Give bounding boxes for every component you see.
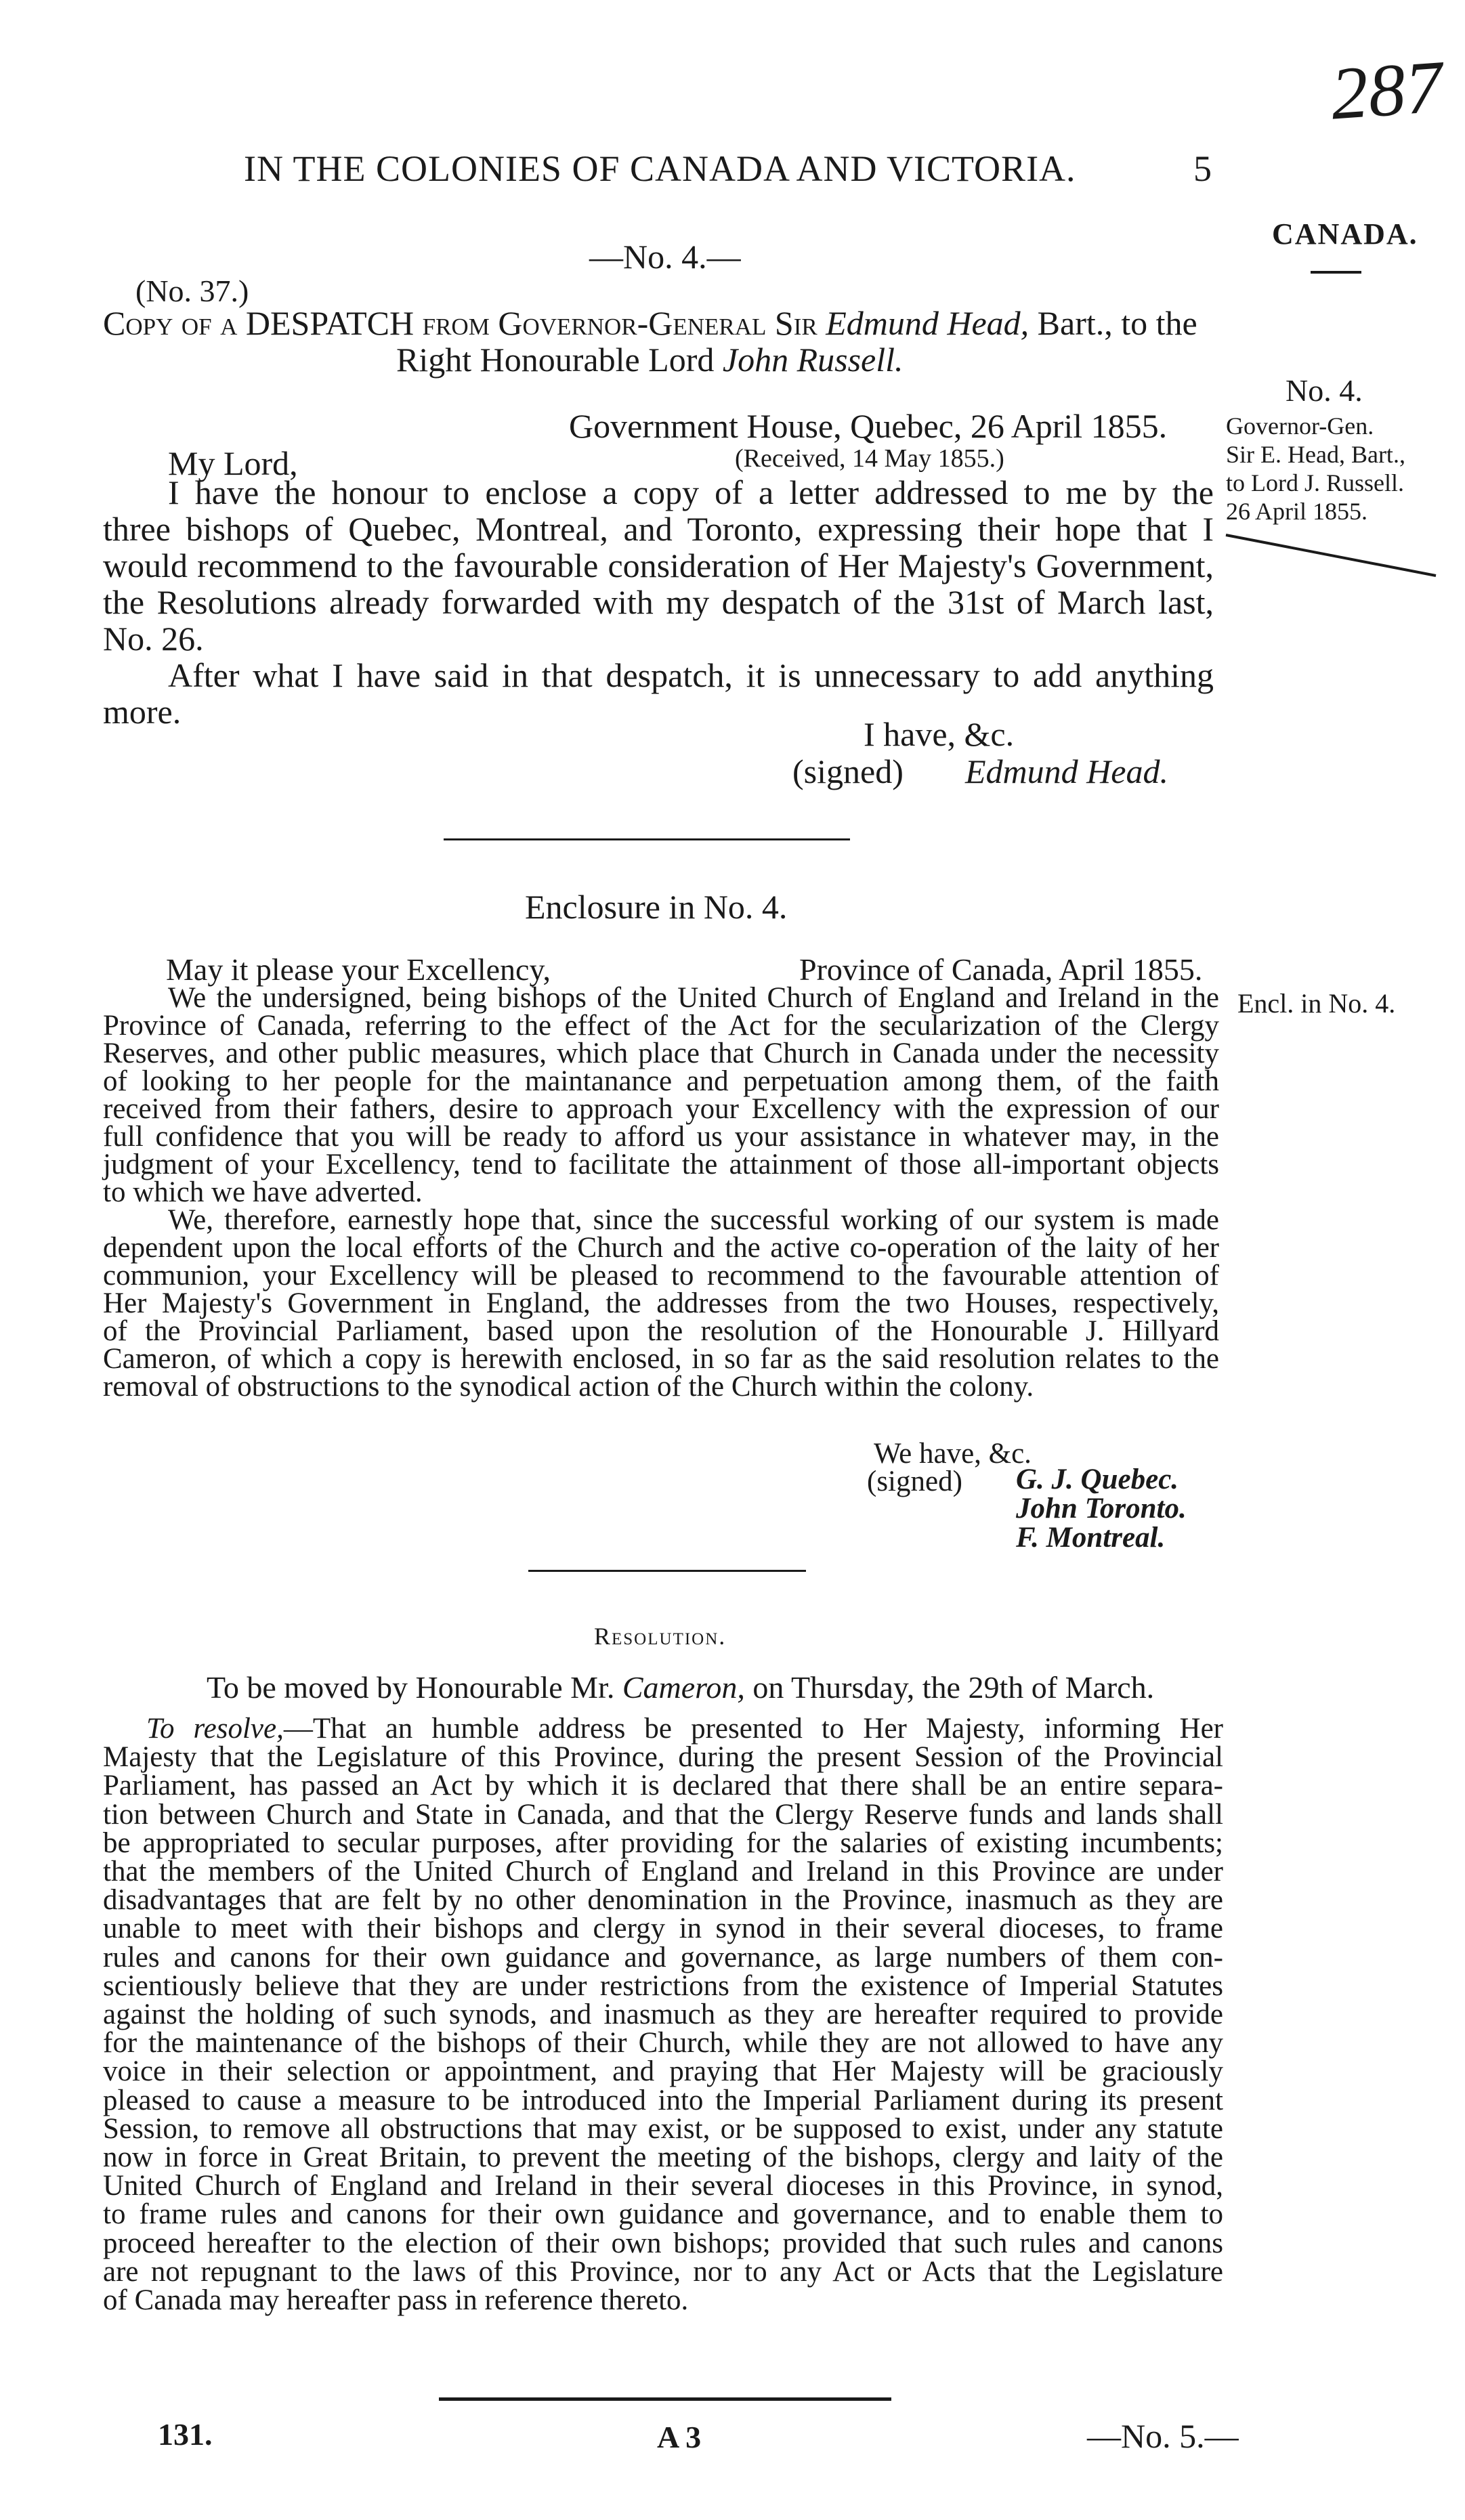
enclosure-para2-line: removal of obstructions to the synodical action of the Church within the colony. (103, 1371, 1034, 1403)
section-rule (1311, 271, 1361, 274)
resolution-body (103, 1715, 1223, 2315)
despatch-title-post: Bart., to the (1029, 304, 1197, 342)
resolution-line: against the holding of such synods, and inasmuch as they are hereafter required to provide (103, 1999, 1223, 2031)
resolution-line: to frame rules and canons for their own guidance and governance, and to enable them to (103, 2198, 1223, 2231)
margin-note-despatch (1226, 412, 1429, 526)
margin-note-line: to Lord J. Russell. (1226, 469, 1405, 496)
running-title: IN THE COLONIES OF CANADA AND VICTORIA. (244, 148, 1076, 189)
divider-rule (444, 838, 850, 840)
resolution-line: Majesty that the Legislature of this Province, during the present Session of the Provincial (103, 1741, 1223, 1774)
despatch-signature: Edmund Head. (965, 752, 1168, 790)
enclosure-signatures (1016, 1465, 1187, 1552)
enclosure-salutation: May it please your Excellency, (166, 952, 551, 987)
resolution-line: tion between Church and State in Canada, and that the Clergy Reserve funds and lands shall (103, 1798, 1223, 1831)
enclosure-margin-note: Encl. in No. 4. (1237, 988, 1396, 1019)
resolution-line (103, 1715, 1223, 1743)
footer-rule (439, 2397, 891, 2401)
despatch-para1-line: I have the honour to enclose a copy of a letter addressed to me by the (168, 473, 1214, 511)
resolution-line: voice in their selection or appointment, and praying that Her Majesty will be graciously (103, 2055, 1223, 2088)
resolution-line: that the members of the United Church of England and Ireland in this Province are under (103, 1856, 1223, 1888)
despatch-closing: I have, &c. (864, 715, 1015, 753)
margin-note-line: 26 April 1855. (1226, 498, 1368, 525)
enclosure-place-date: Province of Canada, April 1855. (799, 952, 1203, 987)
despatch-title-pre: Copy of a DESPATCH from Governor-General Sir (103, 304, 826, 342)
margin-note-number: No. 4. (1286, 373, 1363, 408)
resolution-line: United Church of England and Ireland in their several dioceses in this Province, in synod, (103, 2170, 1223, 2202)
resolution-line: pleased to cause a measure to be introduced into the Imperial Parliament during its present (103, 2084, 1223, 2116)
resolution-subheading-pre: To be moved by Honourable Mr. (207, 1670, 622, 1705)
despatch-received: (Received, 14 May 1855.) (735, 444, 1004, 473)
signature-montreal: F. Montreal. (1016, 1522, 1166, 1554)
enclosure-para1-line: Reserves, and other public measures, which place that Church in Canada under the necessity (103, 1038, 1219, 1069)
enclosure-para1-line: to which we have adverted. (103, 1176, 423, 1208)
resolution-line: now in force in Great Britain, to prevent the meeting of the bishops, clergy and laity of the (103, 2141, 1223, 2174)
despatch-heading: —No. 4.— (589, 238, 741, 276)
resolution-line: Parliament, has passed an Act by which it is declared that there shall be an entire separa- (103, 1770, 1223, 1802)
folio-number: 287 (1328, 45, 1446, 135)
despatch-title-line2 (396, 340, 904, 379)
signature-quebec: G. J. Quebec. (1016, 1464, 1179, 1495)
margin-pointer-line (1219, 521, 1443, 589)
enclosure-para1-line: judgment of your Excellency, tend to facilitate the attainment of those all-important objects (103, 1149, 1219, 1180)
signature-toronto: John Toronto. (1016, 1493, 1187, 1524)
despatch-number: (No. 37.) (135, 274, 249, 308)
enclosure-para2-line: Her Majesty's Government in England, the addresses from the two Houses, respectively, (103, 1287, 1219, 1319)
resolution-subheading-post: on Thursday, the 29th of March. (744, 1670, 1155, 1705)
enclosure-para1-line: received from their fathers, desire to approach your Excellency with the expression of our (103, 1093, 1219, 1125)
resolution-subheading-name: Cameron, (622, 1670, 745, 1705)
despatch-para1-line: three bishops of Quebec, Montreal, and Toronto, expressing their hope that I (103, 510, 1214, 548)
despatch-para1-line: would recommend to the favourable consideration of Her Majesty's Government, (103, 547, 1214, 584)
resolution-heading-text: Resolution. (594, 1623, 727, 1650)
enclosure-para2-line: We, therefore, earnestly hope that, since the successful working of our system is made (168, 1204, 1219, 1236)
footer-catchword: —No. 5.— (1087, 2417, 1239, 2455)
despatch-title-pre2: Right Honourable Lord (396, 341, 723, 379)
enclosure-closing: We have, &c. (874, 1438, 1032, 1470)
enclosure-heading: Enclosure in No. 4. (525, 888, 788, 926)
resolution-line: Session, to remove all obstructions that may exist, or be supposed to exist, under any statute (103, 2112, 1223, 2145)
enclosure-signed: (signed) (867, 1466, 962, 1497)
resolution-line: of Canada may hereafter pass in reference thereto. (103, 2284, 689, 2317)
despatch-para1-line: No. 26. (103, 620, 204, 658)
enclosure-body (103, 984, 1219, 1401)
resolution-line: unable to meet with their bishops and clergy in synod in their several dioceses, to frame (103, 1913, 1223, 1945)
enclosure-para1-line: of looking to her people for the maintanance and perpetuation among them, of the faith (103, 1065, 1219, 1097)
resolution-line: for the maintenance of the bishops of their Church, while they are not allowed to have any (103, 2027, 1223, 2059)
divider-rule (528, 1570, 806, 1572)
despatch-title-line1 (103, 303, 1197, 343)
enclosure-para1-line: We the undersigned, being bishops of the United Church of England and Ireland in the (168, 982, 1219, 1014)
resolution-line: disadvantages that are felt by no other denomination in the Province, inasmuch as they are (103, 1884, 1223, 1917)
despatch-body (103, 474, 1214, 730)
enclosure-para1-line: Province of Canada, referring to the effect of the Act for the secularization of the Clergy (103, 1010, 1219, 1042)
footer-left: 131. (158, 2417, 213, 2452)
resolution-line-text: —That an humble address be presented to Her Majesty, informing Her (283, 1713, 1223, 1745)
despatch-para1-line: the Resolutions already forwarded with my despatch of the 31st of March last, (103, 583, 1214, 621)
resolution-line: be appropriated to secular purposes, after providing for the salaries of existing incumbents; (103, 1827, 1223, 1859)
resolution-lead: To resolve, (146, 1713, 284, 1745)
enclosure-para2-line: Cameron, of which a copy is herewith enclosed, in so far as the said resolution relates to the (103, 1343, 1219, 1375)
enclosure-para2-line: dependent upon the local efforts of the Church and the active co-operation of the laity of her (103, 1232, 1219, 1264)
resolution-heading (594, 1622, 726, 1650)
despatch-signed: (signed) (792, 752, 904, 790)
despatch-title-name2: John Russell. (722, 341, 904, 379)
enclosure-para2-line: of the Provincial Parliament, based upon the resolution of the Honourable J. Hillyard (103, 1315, 1219, 1347)
enclosure-para1-line: full confidence that you will be ready to afford us your assistance in whatever may, in the (103, 1121, 1219, 1153)
footer-signature-mark: A 3 (657, 2420, 702, 2454)
despatch-salutation: My Lord, (168, 444, 298, 482)
resolution-line: rules and canons for their own guidance and governance, as large numbers of them con- (103, 1941, 1223, 1973)
resolution-subheading (207, 1669, 1154, 1705)
page-number: 5 (1193, 148, 1212, 189)
despatch-title-name1: Edmund Head, (826, 304, 1029, 342)
resolution-line: scientiously believe that they are under restrictions from the existence of Imperial Statutes (103, 1969, 1223, 2002)
margin-note-line: Sir E. Head, Bart., (1226, 441, 1405, 468)
despatch-para2-line: more. (103, 693, 182, 731)
despatch-place-date: Government House, Quebec, 26 April 1855. (569, 407, 1168, 445)
section-label: CANADA. (1272, 217, 1418, 251)
enclosure-para2-line: communion, your Excellency will be pleased to recommend to the favourable attention of (103, 1260, 1219, 1291)
resolution-line: proceed hereafter to the election of their own bishops; provided that such rules and canons (103, 2227, 1223, 2259)
resolution-line: are not repugnant to the laws of this Province, nor to any Act or Acts that the Legislature (103, 2255, 1223, 2288)
margin-note-line: Governor-Gen. (1226, 412, 1374, 440)
despatch-para2-line: After what I have said in that despatch, it is unnecessary to add anything (168, 656, 1214, 694)
